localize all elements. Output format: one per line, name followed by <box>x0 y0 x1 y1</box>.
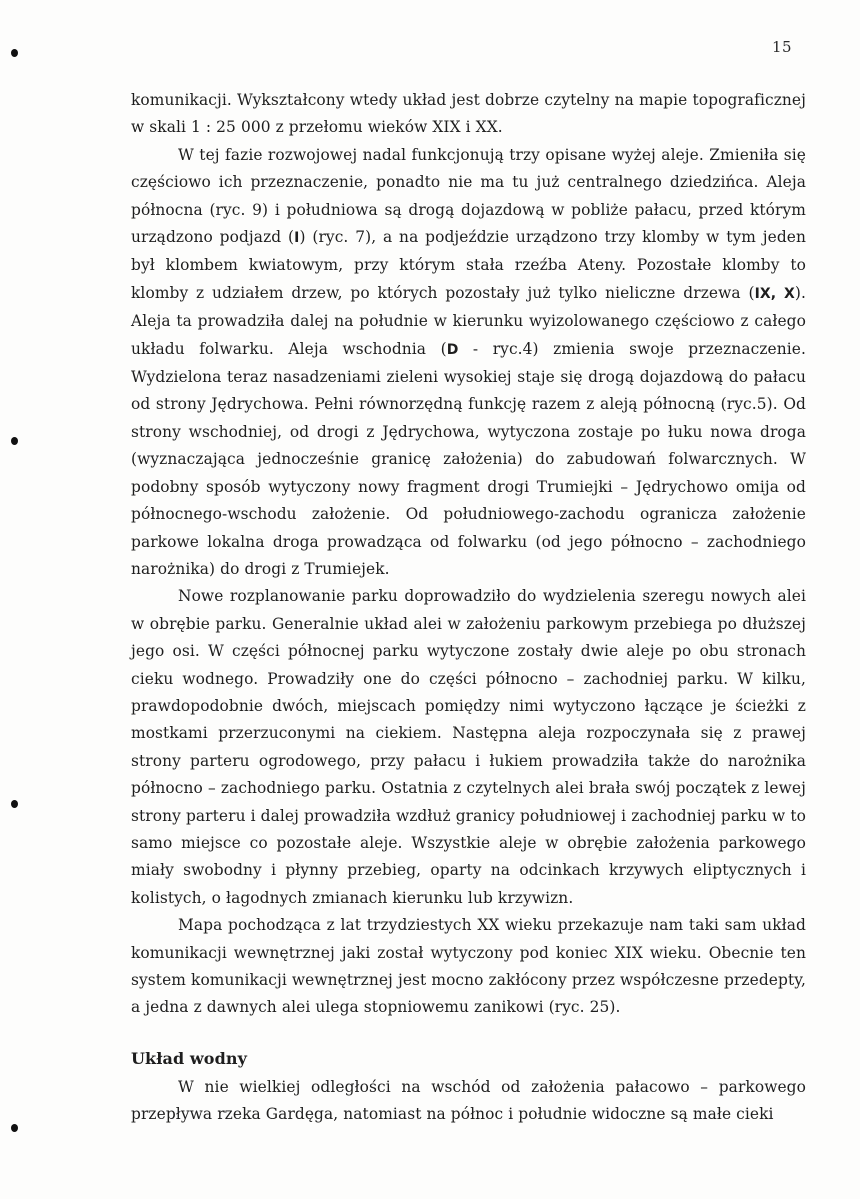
section-heading: Układ wodny <box>131 1048 247 1068</box>
body-text <box>131 87 806 1129</box>
punch-hole-mark <box>11 1124 18 1132</box>
text-run: - ryc.4) zmienia swoje przeznaczenie. Wydzielona teraz nasadzeniami zieleni wysokiej staje się drogą dojazdową do pałacu od strony Jędrychowa. Pełni równorzędną funkcję razem z aleją północną (ryc.5). Od strony wschodniej, od drogi z Jędrychowa, wytyczona zostaje po łuku nowa droga (wyznaczająca jednocześnie granicę założenia) do zabudowań folwarcznych. W podobny sposób wytyczony nowy fragment drogi Trumiejki – Jędrychowo omija od północnego-wschodu założenie. Od południowego-zachodu ogranicza założenie parkowe lokalna droga prowadząca od folwarku (od jego północno – zachodniego narożnika) do drogi z Trumiejek. <box>131 339 806 578</box>
paragraph: Nowe rozplanowanie parku doprowadziło do wydzielenia szeregu nowych alei w obrębie parku. Generalnie układ alei w założeniu parkowym przebiega po dłuższej jego osi. W części północnej parku wytyczone zostały dwie aleje po obu stronach cieku wodnego. Prowadziły one do części północno – zachodniej parku. W kilku, prawdopodobnie dwóch, miejscach pomiędzy nimi wytyczono łączące je ścieżki z mostkami przerzuconymi na ciekiem. Następna aleja rozpoczynała się z prawej strony parteru ogrodowego, przy pałacu i łukiem prowadziła także do narożnika północno – zachodniego parku. Ostatnia z czytelnych alei brała swój początek z lewej strony parteru i dalej prowadziła wzdłuż granicy południowej i zachodniej parku w to samo miejsce co pozostałe aleje. Wszystkie aleje w obrębie założenia parkowego miały swobodny i płynny przebieg, oparty na odcinkach krzywych eliptycznych i kolistych, o łagodnych zmianach kierunku lub krzywizn. <box>131 587 806 907</box>
paragraph: W nie wielkiej odległości na wschód od założenia pałacowo – parkowego przepływa rzeka Gardęga, natomiast na północ i południe widoczne są małe cieki <box>131 1077 806 1124</box>
figure-reference: D <box>446 341 459 358</box>
paragraph <box>131 142 806 584</box>
punch-hole-mark <box>11 800 18 808</box>
paragraph: komunikacji. Wykształcony wtedy układ jest dobrze czytelny na mapie topograficznej w skali 1 : 25 000 z przełomu wieków XIX i XX. <box>131 91 806 137</box>
text-run: ). Aleja ta prowadziła dalej na południe w kierunku wyizolowanego częściowo z całego układu folwarku. Aleja wschodnia ( <box>131 283 806 358</box>
text-run: W tej fazie rozwojowej nadal funkcjonują trzy opisane wyżej aleje. Zmieniła się częściowo ich przeznaczenie, ponadto nie ma tu już centralnego dziedzińca. Aleja północna (ryc. 9) i południowa są drogą dojazdową w pobliże pałacu, przed którym urządzono podjazd ( <box>131 145 806 247</box>
figure-reference: IX, X <box>754 285 795 302</box>
figure-reference: I <box>294 230 300 247</box>
punch-hole-mark <box>11 437 18 445</box>
text-run: ) (ryc. 7), a na podjeździe urządzono trzy klomby w tym jeden był klombem kwiatowym, przy którym stała rzeźba Ateny. Pozostałe klomby to klomby z udziałem drzew, po których pozostały już tylko nieliczne drzewa ( <box>131 228 807 302</box>
paragraph: Mapa pochodząca z lat trzydziestych XX wieku przekazuje nam taki sam układ komunikacji wewnętrznej jaki został wytyczony pod koniec XIX wieku. Obecnie ten system komunikacji wewnętrznej jest mocno zakłócony przez współczesne przedepty, a jedna z dawnych alei ulega stopniowemu zanikowi (ryc. 25). <box>131 916 806 1017</box>
page-number: 15 <box>772 38 793 56</box>
punch-hole-mark <box>11 49 18 57</box>
